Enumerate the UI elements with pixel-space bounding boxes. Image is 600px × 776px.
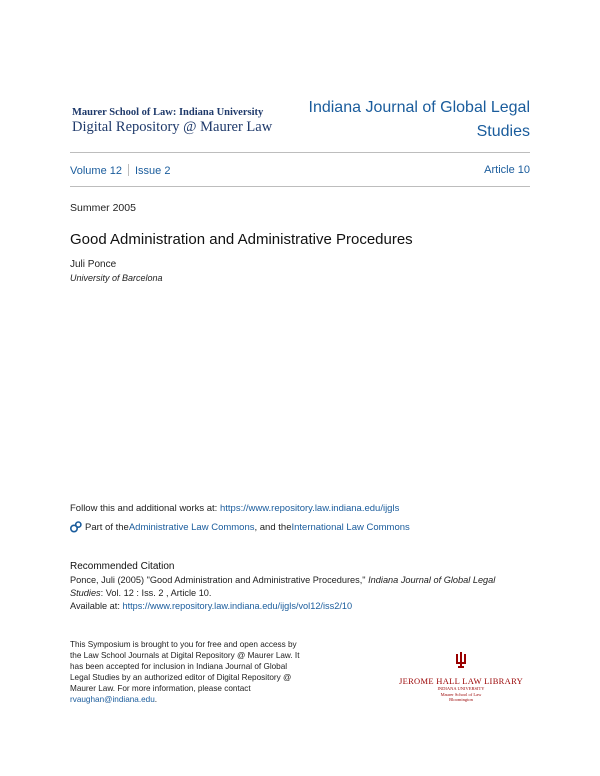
- journal-title-line1[interactable]: Indiana Journal of Global Legal: [308, 99, 530, 116]
- part-of-middle: , and the: [254, 521, 292, 533]
- recommended-citation-body: [70, 574, 540, 613]
- part-of-line: [70, 521, 410, 533]
- library-sub3: Bloomington: [449, 697, 473, 702]
- repository-name-line1: Maurer School of Law: Indiana University: [72, 107, 264, 118]
- volume-issue-separator: [128, 164, 129, 176]
- commons-icon: [70, 521, 82, 533]
- journal-title-line2[interactable]: Studies: [476, 123, 530, 140]
- jerome-hall-library-logo: [386, 651, 536, 703]
- library-sub1: INDIANA UNIVERSITY: [437, 686, 485, 691]
- trident-icon: [454, 651, 468, 669]
- volume-link[interactable]: Volume 12: [70, 165, 122, 177]
- contact-email-link[interactable]: rvaughan@indiana.edu: [70, 695, 155, 704]
- journal-title[interactable]: [290, 96, 530, 144]
- publication-date: Summer 2005: [70, 202, 136, 214]
- author-name: Juli Ponce: [70, 259, 117, 270]
- available-at-label: Available at:: [70, 601, 123, 611]
- volume-issue: [70, 164, 170, 177]
- citation-journal-part1: Indiana Journal of Global Legal: [368, 575, 496, 585]
- repository-name-line2: Digital Repository @ Maurer Law: [72, 119, 273, 135]
- article-title: Good Administration and Administrative Procedures: [70, 231, 413, 248]
- citation-journal-part2: Studies: [70, 588, 101, 598]
- access-notice: [70, 639, 300, 705]
- top-divider: [70, 152, 530, 153]
- recommended-citation-heading: Recommended Citation: [70, 561, 175, 572]
- article-url-link[interactable]: https://www.repository.law.indiana.edu/ijgls/vol12/iss2/10: [122, 601, 353, 611]
- international-law-commons-link[interactable]: International Law Commons: [291, 521, 410, 533]
- author-affiliation: University of Barcelona: [70, 273, 163, 283]
- library-name: JEROME HALL LAW LIBRARY: [398, 676, 524, 686]
- notice-end: .: [154, 695, 158, 704]
- bottom-divider: [70, 186, 530, 187]
- notice-text: This Symposium is brought to you for free and open access by the Law School Journals at Digital Repository @ Maurer Law. It has been accepted for inclusion in Indiana Journal of Global Legal Studies by an authorized editor of Digital Repository @ Maurer Law. For more information, please contact: [70, 640, 300, 693]
- issue-link[interactable]: Issue 2: [134, 165, 171, 177]
- follow-url-link[interactable]: https://www.repository.law.indiana.edu/ijgls: [219, 503, 400, 514]
- article-number-link[interactable]: Article 10: [484, 164, 530, 176]
- follow-text: Follow this and additional works at:: [70, 503, 220, 514]
- citation-volume: : Vol. 12 : Iss. 2 , Article 10.: [100, 588, 212, 598]
- library-sub2: Maurer School of Law: [440, 691, 482, 697]
- follow-line: [70, 503, 399, 514]
- part-of-prefix: Part of the: [85, 521, 129, 533]
- citation-text: Ponce, Juli (2005) "Good Administration and Administrative Procedures,": [70, 575, 369, 585]
- administrative-law-commons-link[interactable]: Administrative Law Commons: [128, 521, 255, 533]
